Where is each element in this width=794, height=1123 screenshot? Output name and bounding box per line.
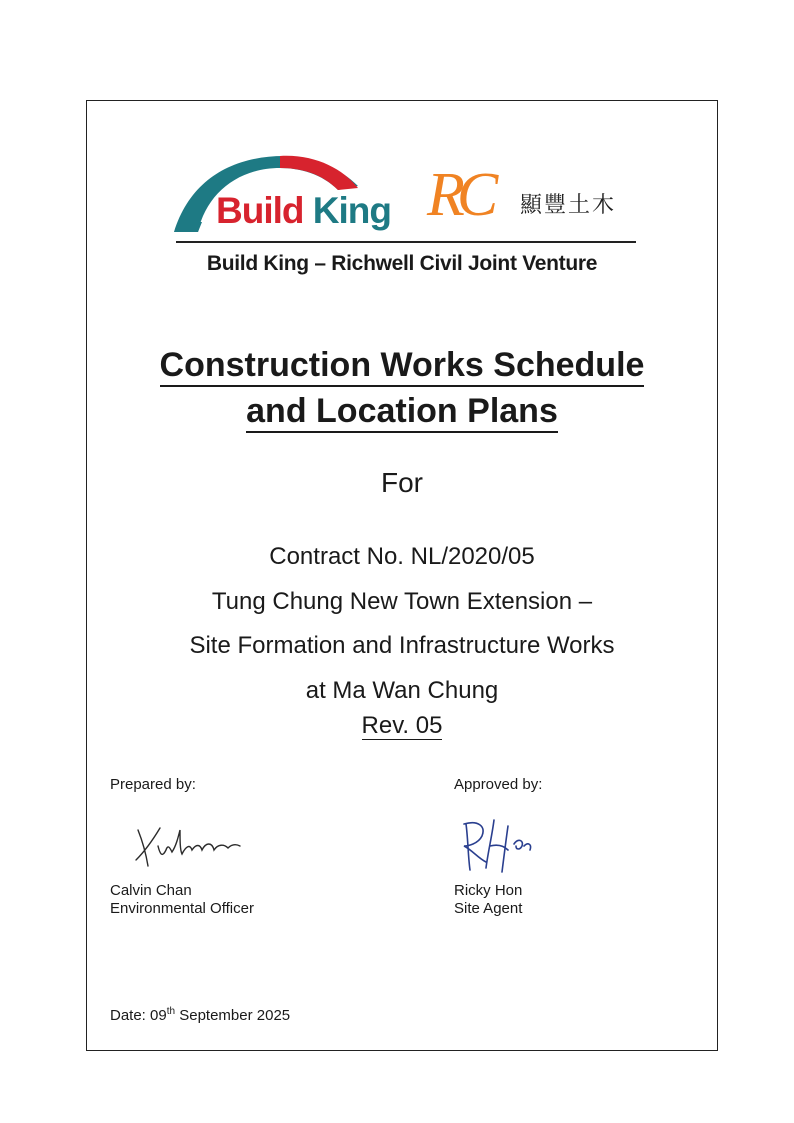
document-date [110,1006,290,1024]
company-logos [172,150,642,250]
approved-by-label: Approved by: [454,776,543,793]
approver-name: Ricky Hon [454,882,523,899]
preparer-details [110,882,254,918]
for-label: For [381,467,423,498]
build-king-word-king: King [312,190,391,231]
approver-details [454,882,522,918]
date-prefix: Date: 09 [110,1007,167,1024]
approver-role: Site Agent [454,900,523,917]
date-rest: September 2025 [175,1007,291,1024]
document-title [86,342,718,434]
revision-number [86,712,718,740]
date-ordinal-suffix: th [166,1006,176,1017]
title-line-1: Construction Works Schedule [160,345,645,387]
title-line-2: and Location Plans [246,391,558,433]
contract-line-4: at Ma Wan Chung [305,676,499,704]
preparer-name: Calvin Chan [110,882,192,899]
contract-number: Contract No. NL/2020/05 [269,543,535,570]
build-king-wordmark [216,190,391,232]
contract-block [86,535,718,713]
prepared-by-label: Prepared by: [110,776,196,793]
prepared-signature-image [132,820,252,872]
preparer-role: Environmental Officer [110,900,254,917]
contract-line-2: Tung Chung New Town Extension – [211,587,593,615]
joint-venture-name: Build King – Richwell Civil Joint Venture [206,252,598,275]
approved-signature-image [458,816,558,876]
revision-text: Rev. 05 [361,712,443,739]
build-king-word-build: Build [216,190,304,231]
richwell-chinese-name: 顯豐土木 [520,193,617,218]
contract-line-3: Site Formation and Infrastructure Works [189,632,615,659]
richwell-rc-logo: RC [427,161,491,229]
logo-divider [176,241,636,243]
